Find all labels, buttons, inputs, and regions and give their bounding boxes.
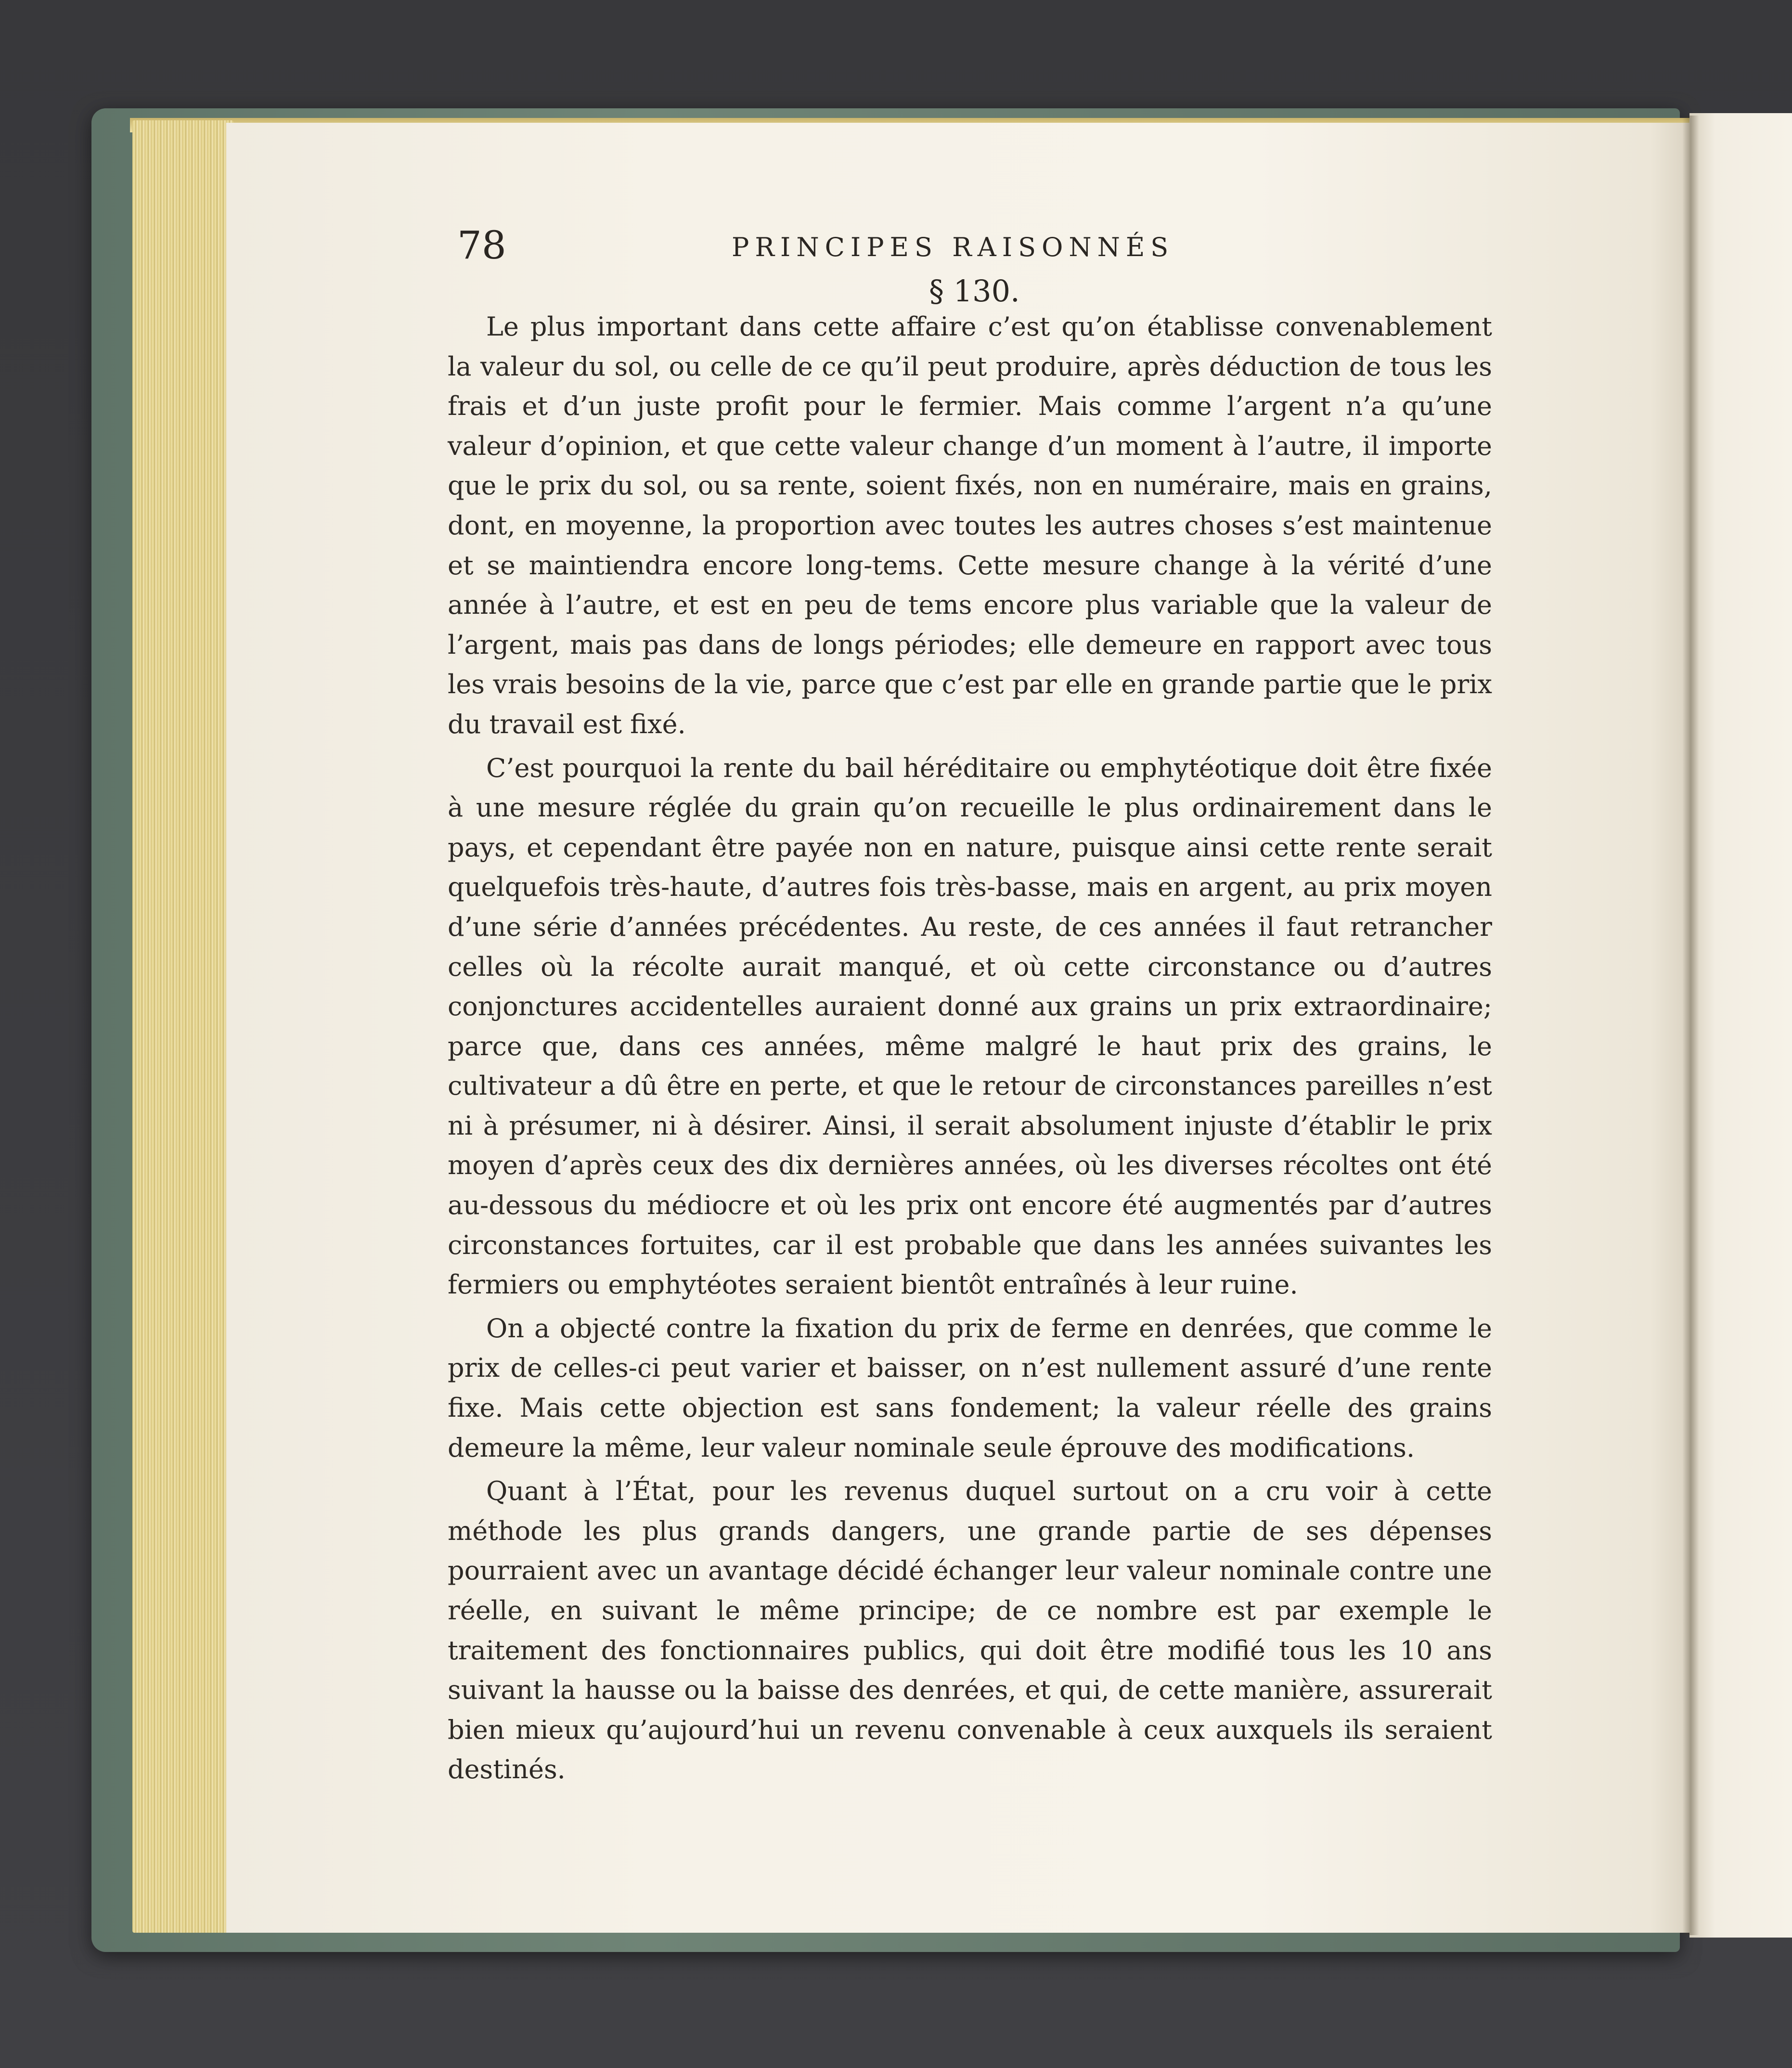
gutter-shadow [1682,116,1699,1935]
facing-page [1689,113,1792,1938]
paragraph: Le plus important dans cette affaire c’est qu’on établisse convenablement la valeur du sol, ou celle de ce qu’il peut produire, après déduction de tous les frais et d’un juste profit pour le fermier. Mais comme l’argent n’a qu’une valeur d’opinion, et que cette valeur change d’un moment à l’autre, il importe que le prix du sol, ou sa rente, soient fixés, non en numéraire, mais en grains, dont, en moyenne, la proportion avec toutes les autres choses s’est maintenue et se maintiendra encore long-tems. Cette mesure change à la vérité d’une année à l’autre, et est en peu de tems encore plus variable que la valeur de l’argent, mais pas dans de longs périodes; elle demeure en rapport avec tous les vrais besoins de la vie, parce que c’est par elle en grande partie que le prix du travail est fixé. [448,311,1492,739]
paragraph: Quant à l’État, pour les revenus duquel surtout on a cru voir à cette méthode les plus grands dangers, une grande partie de ses dépenses pourraient avec un avantage décidé échanger leur valeur nominale contre une réelle, en suivant le même principe; de ce nombre est par exemple le traitement des fonctionnaires publics, qui doit être modifié tous les 10 ans suivant la hausse ou la baisse des denrées, et qui, de cette manière, assurerait bien mieux qu’aujourd’hui un revenu convenable à ceux auxquels ils seraient destinés. [448,1476,1492,1785]
running-title: PRINCIPES RAISONNÉS [732,232,1174,262]
paragraph: C’est pourquoi la rente du bail héréditaire ou emphytéotique doit être fixée à une mesure réglée du grain qu’on recueille le plus ordinairement dans le pays, et cependant être payée non en nature, puisque ainsi cette rente serait quelquefois très-haute, d’autres fois très-basse, mais en argent, au prix moyen d’une série d’années précédentes. Au reste, de ces années il faut retrancher celles où la récolte aurait manqué, et où cette circonstance ou d’autres conjonctures accidentelles auraient donné aux grains un prix extraordinaire; parce que, dans ces années, même malgré le haut prix des grains, le cultivateur a dû être en perte, et que le retour de circonstances pareilles n’est ni à présumer, ni à désirer. Ainsi, il serait absolument injuste d’établir le prix moyen d’après ceux des dix dernières années, où les diverses récoltes ont été au-dessous du médiocre et où les prix ont encore été augmentés par d’autres circonstances fortuites, car il est probable que dans les années suivantes les fermiers ou emphytéotes seraient bientôt entraînés à leur ruine. [448,752,1492,1300]
page-number: 78 [457,223,506,268]
page-edges [132,120,233,1933]
body-text [448,307,1492,1794]
paragraph: On a objecté contre la fixation du prix de ferme en denrées, que comme le prix de celles-ci peut varier et baisser, on n’est nullement assuré d’une rente fixe. Mais cette objection est sans fondement; la valeur réelle des grains demeure la même, leur valeur nominale seule éprouve des modifications. [448,1313,1492,1463]
page-header [457,219,1516,272]
section-heading: § 130. [929,273,1020,309]
